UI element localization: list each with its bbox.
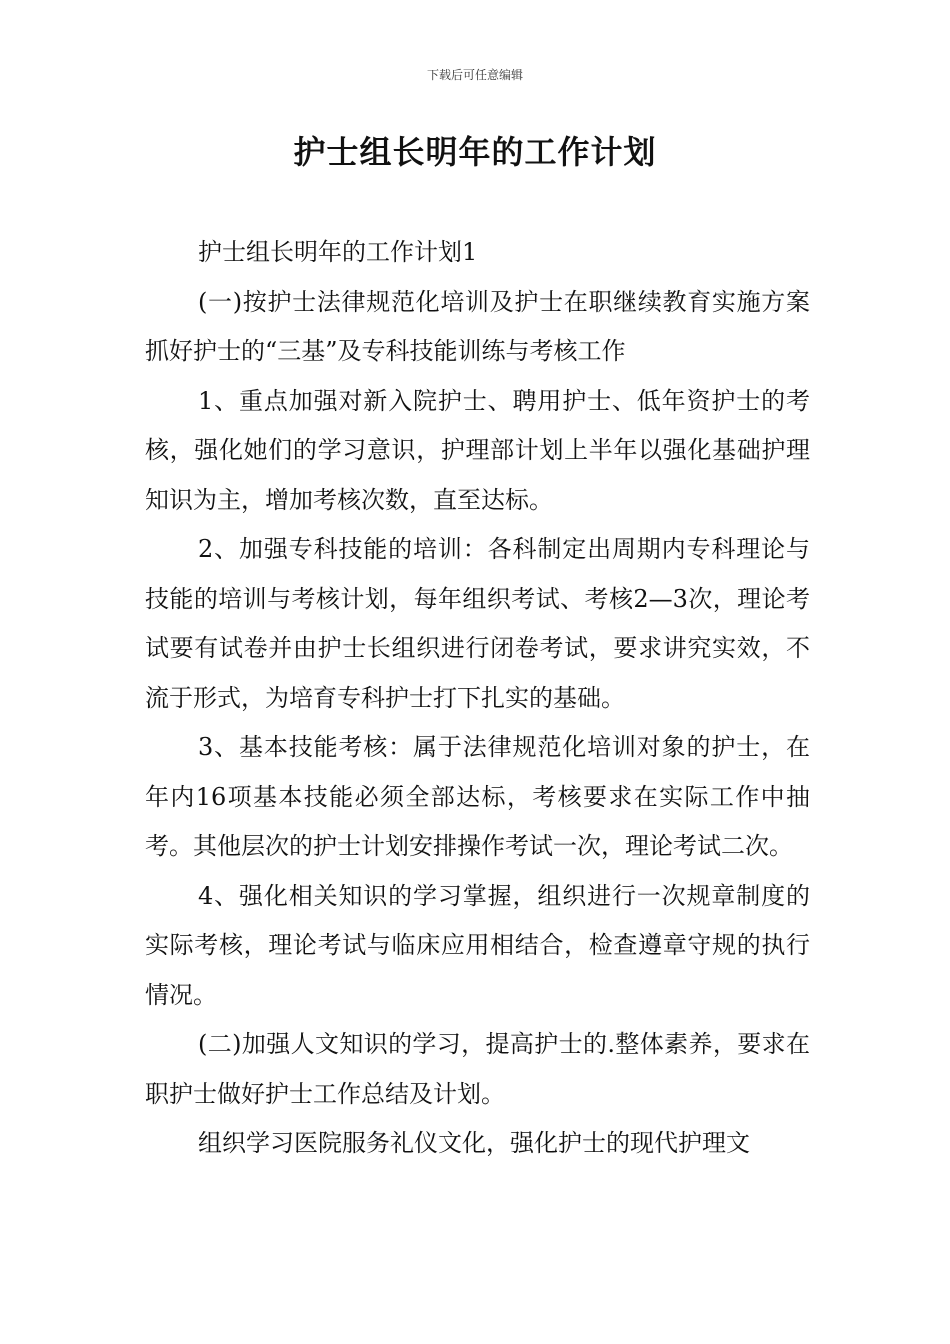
paragraph-continued: 组织学习医院服务礼仪文化，强化护士的现代护理文	[198, 1129, 750, 1157]
document-title: 护士组长明年的工作计划	[293, 133, 657, 171]
section-1-heading: (一)按护士法律规范化培训及护士在职继续教育实施方案抓好护士的“三基”及专科技能训练与考核工作	[145, 287, 810, 365]
paragraph-item-2: 2、加强专科技能的培训：各科制定出周期内专科理论与技能的培训与考核计划，每年组织考试、考核2—3次，理论考试要有试卷并由护士长组织进行闭卷考试，要求讲究实效，不流于形式，为培育专科护士打下扎实的基础。	[145, 535, 810, 712]
paragraph-item-1: 1、重点加强对新入院护士、聘用护士、低年资护士的考核，强化她们的学习意识，护理部计划上半年以强化基础护理知识为主，增加考核次数，直至达标。	[145, 386, 810, 514]
header-note: 下载后可任意编辑	[426, 68, 523, 82]
paragraph-item-3: 3、基本技能考核：属于法律规范化培训对象的护士，在年内16项基本技能必须全部达标，考核要求在实际工作中抽考。其他层次的护士计划安排操作考试一次，理论考试二次。	[145, 733, 810, 860]
section-2-heading: (二)加强人文知识的学习，提高护士的.整体素养，要求在职护士做好护士工作总结及计划。	[145, 1030, 810, 1108]
document-body	[145, 228, 810, 1169]
plan-subtitle: 护士组长明年的工作计划1	[198, 238, 478, 266]
paragraph-item-4: 4、强化相关知识的学习掌握，组织进行一次规章制度的实际考核，理论考试与临床应用相结合，检查遵章守规的执行情况。	[145, 881, 810, 1009]
